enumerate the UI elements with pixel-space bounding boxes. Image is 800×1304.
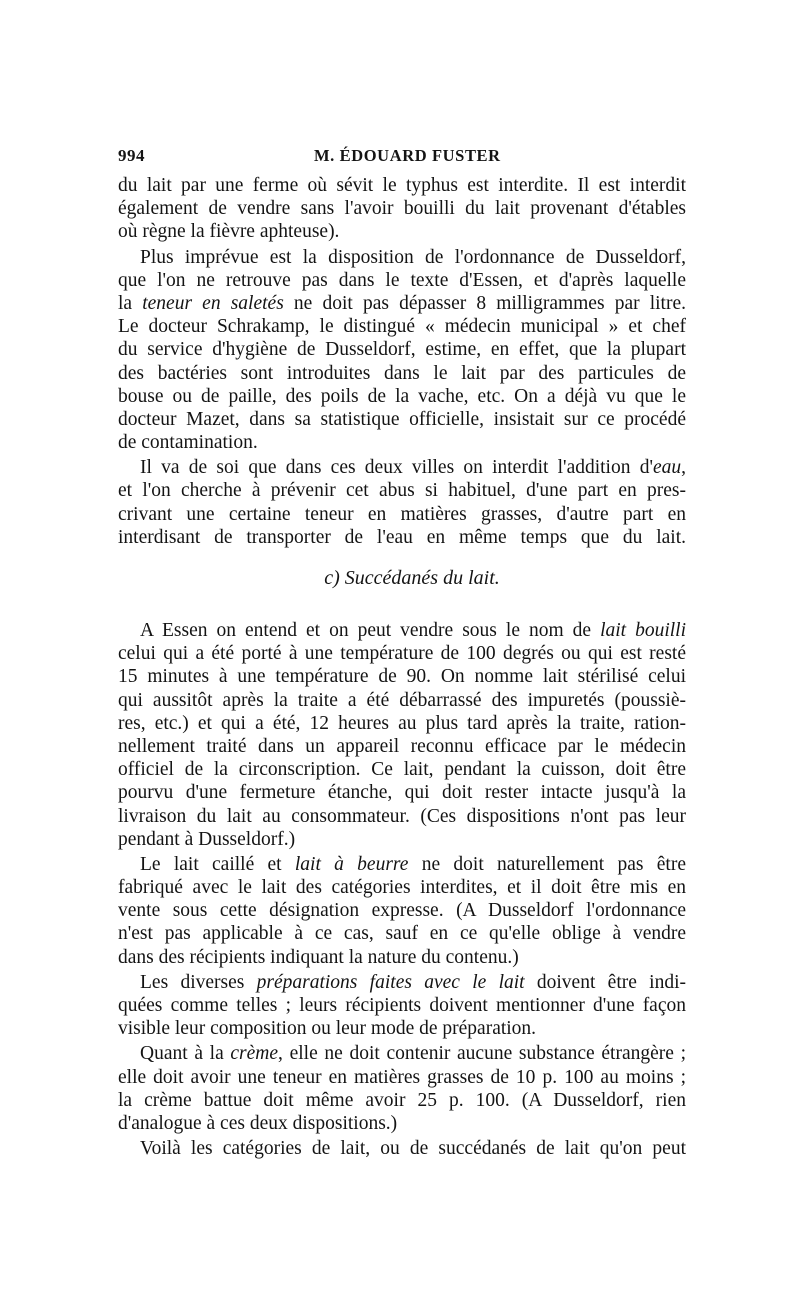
text-line: pourvu d'une fermeture étanche, qui doit rester intacte jusqu'à la xyxy=(118,782,686,804)
text-line: Voilà les catégories de lait, ou de succédanés de lait qu'on peut xyxy=(140,1138,686,1160)
text-line: vente sous cette désignation expresse. (A Dusseldorf l'ordonnance xyxy=(118,900,686,922)
text-line: la teneur en saletés ne doit pas dépasser 8 milligrammes par litre. xyxy=(118,292,686,314)
text-line: Le docteur Schrakamp, le distingué « médecin municipal » et chef xyxy=(118,316,686,338)
paragraph xyxy=(118,174,686,244)
body-text xyxy=(118,174,686,1160)
text-line: et l'on cherche à prévenir cet abus si habituel, d'une part en pres- xyxy=(118,480,686,502)
text-line: d'analogue à ces deux dispositions.) xyxy=(118,1112,398,1134)
text-line: n'est pas applicable à ce cas, sauf en ce qu'elle oblige à vendre xyxy=(118,923,686,945)
paragraph xyxy=(118,853,686,969)
paragraph xyxy=(118,619,686,851)
text-line: Le lait caillé et lait à beurre ne doit naturellement pas être xyxy=(140,853,686,875)
text-line: que l'on ne retrouve pas dans le texte d'Essen, et d'après laquelle xyxy=(118,269,686,291)
text-line: crivant une certaine teneur en matières grasses, d'autre part en xyxy=(118,503,686,525)
text-line: visible leur composition ou leur mode de préparation. xyxy=(118,1018,537,1040)
text-line: Il va de soi que dans ces deux villes on interdit l'addition d'eau, xyxy=(140,457,686,479)
page-number: 994 xyxy=(118,146,145,165)
text-line: du service d'hygiène de Dusseldorf, estime, en effet, que la plupart xyxy=(118,339,686,361)
text-line: des bactéries sont introduites dans le lait par des particules de xyxy=(118,362,686,384)
text-line: elle doit avoir une teneur en matières grasses de 10 p. 100 au moins ; xyxy=(118,1066,686,1088)
text-line: 15 minutes à une température de 90. On nomme lait stérilisé celui xyxy=(118,666,686,688)
text-line: nellement traité dans un appareil reconnu efficace par le médecin xyxy=(118,735,686,757)
text-line: où règne la fièvre aphteuse). xyxy=(118,221,340,243)
text-line: quées comme telles ; leurs récipients doivent mentionner d'une façon xyxy=(118,995,686,1016)
text-line: qui aussitôt après la traite a été débarrassé des impuretés (poussiè- xyxy=(118,689,686,711)
text-line: docteur Mazet, dans sa statistique officielle, insistait sur ce procédé xyxy=(118,408,686,430)
text-line: dans des récipients indiquant la nature du contenu.) xyxy=(118,946,519,968)
text-line: Quant à la crème, elle ne doit contenir aucune substance étrangère ; xyxy=(140,1043,686,1065)
text-line: livraison du lait au consommateur. (Ces dispositions n'ont pas leur xyxy=(118,805,686,827)
text-line: officiel de la circonscription. Ce lait, pendant la cuisson, doit être xyxy=(118,759,686,781)
paragraph xyxy=(118,246,686,455)
text-line: A Essen on entend et on peut vendre sous le nom de lait bouilli xyxy=(140,620,686,641)
paragraph xyxy=(118,456,686,549)
text-line: pendant à Dusseldorf.) xyxy=(118,828,296,850)
paragraph xyxy=(118,1042,686,1135)
text-line: interdisant de transporter de l'eau en même temps que du lait. xyxy=(118,526,686,548)
paragraph xyxy=(118,1137,686,1160)
text-line: celui qui a été porté à une température de 100 degrés ou qui est resté xyxy=(118,643,686,665)
paragraph xyxy=(118,971,686,1041)
text-line: Les diverses préparations faites avec le lait doivent être indi- xyxy=(140,971,686,993)
text-line: également de vendre sans l'avoir bouilli du lait provenant d'étables xyxy=(118,198,686,220)
text-line: fabriqué avec le lait des catégories interdites, et il doit être mis en xyxy=(118,877,686,899)
running-head xyxy=(118,146,686,170)
text-line: Plus imprévue est la disposition de l'ordonnance de Dusseldorf, xyxy=(140,246,686,268)
text-line: la crème battue doit même avoir 25 p. 100. (A Dusseldorf, rien xyxy=(118,1089,686,1111)
text-line: bouse ou de paille, des poils de la vache, etc. On a déjà vu que le xyxy=(118,385,686,407)
text-line: de contamination. xyxy=(118,432,258,454)
text-line: du lait par une ferme où sévit le typhus est interdite. Il est interdit xyxy=(118,175,686,196)
section-heading: c) Succédanés du lait. xyxy=(324,567,500,589)
text-line: res, etc.) et qui a été, 12 heures au plus tard après la traite, ration- xyxy=(118,712,686,734)
running-title: M. ÉDOUARD FUSTER xyxy=(314,146,501,165)
